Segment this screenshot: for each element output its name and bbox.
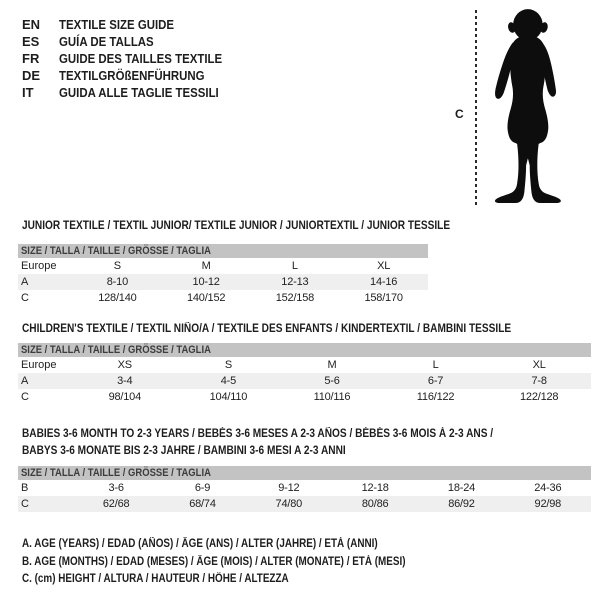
size-table-children — [18, 321, 591, 403]
size-cell: 116/122 — [416, 391, 455, 403]
row-label: B — [21, 482, 29, 494]
size-cell: 98/104 — [108, 391, 142, 403]
size-cell: 6-9 — [194, 482, 211, 494]
size-cell: 9-12 — [278, 482, 300, 494]
height-marker-label: C — [455, 107, 464, 121]
legend-text: TEXTILGRÖßENFÜHRUNG — [59, 68, 205, 83]
size-cell: 4-5 — [220, 375, 237, 387]
table-title-line1: BABIES 3-6 MONTH TO 2-3 YEARS / BEBÉS 3-6 MESES A 2-3 AÑOS / BÉBÉS 3-6 MOIS À 2-3 ANS / — [22, 428, 494, 440]
legend-row — [22, 50, 244, 67]
size-header-bar: SIZE / TALLA / TAILLE / GRÖSSE / TAGLIA — [18, 466, 591, 480]
legend-row — [22, 84, 244, 101]
size-cell: 12-18 — [361, 482, 389, 494]
size-cell: XL — [532, 359, 546, 371]
size-cell: 24-36 — [534, 482, 562, 494]
legend-row — [22, 16, 244, 33]
size-cell: 10-12 — [192, 276, 220, 288]
legend-row — [22, 33, 244, 50]
size-cell: 140/152 — [186, 292, 226, 304]
table-title: JUNIOR TEXTILE / TEXTIL JUNIOR/ TEXTILE JUNIOR / JUNIORTEXTIL / JUNIOR TESSILE — [22, 220, 451, 232]
size-cell: L — [432, 359, 439, 371]
table-row — [18, 373, 591, 389]
size-cell: 3-6 — [108, 482, 124, 494]
size-cell: XL — [377, 260, 391, 272]
size-cell: 6-7 — [427, 375, 444, 387]
row-label: Europe — [21, 359, 57, 371]
size-cell: 86/92 — [448, 498, 475, 510]
row-label: C — [21, 292, 29, 304]
language-code: EN — [22, 17, 41, 32]
baby-silhouette-icon — [481, 6, 573, 212]
height-dashed-line — [475, 10, 477, 207]
legend-text: TEXTILE SIZE GUIDE — [59, 17, 175, 32]
size-cell: 68/74 — [189, 498, 216, 510]
row-label: A — [21, 375, 29, 387]
size-cell: 12-13 — [281, 276, 309, 288]
size-cell: 92/98 — [534, 498, 562, 510]
size-cell: 3-4 — [117, 375, 133, 387]
size-cell: 14-16 — [370, 276, 398, 288]
legend-text: GUIDE DES TAILLES TEXTILE — [59, 51, 223, 66]
legend-row — [22, 67, 244, 84]
language-code: DE — [22, 68, 41, 83]
size-cell: 5-6 — [324, 375, 340, 387]
size-cell: XS — [117, 359, 132, 371]
footnote: B. AGE (MONTHS) / EDAD (MESES) / ÂGE (MOIS) / ALTER (MONATE) / ETÀ (MESI) — [22, 555, 406, 568]
table-title-line2: BABYS 3-6 MONATE BIS 2-3 JAHRE / BAMBINI 3-6 MESI A 2-3 ANNI — [22, 445, 346, 457]
row-label: C — [21, 498, 29, 510]
size-cell: 104/110 — [209, 391, 248, 403]
table-title: CHILDREN'S TEXTILE / TEXTIL NIÑO/A / TEXTILE DES ENFANTS / KINDERTEXTIL / BAMBINI TESSILE — [22, 323, 512, 335]
size-header-bar: SIZE / TALLA / TAILLE / GRÖSSE / TAGLIA — [18, 343, 591, 357]
size-cell: 74/80 — [275, 498, 303, 510]
language-code: ES — [22, 34, 40, 49]
table-row — [18, 290, 428, 306]
size-cell: 62/68 — [102, 498, 130, 510]
size-cell: 122/128 — [519, 391, 559, 403]
size-table-babies — [18, 426, 591, 510]
table-row — [18, 480, 591, 496]
table-row — [18, 357, 591, 373]
size-cell: 18-24 — [447, 482, 476, 494]
size-cell: 80/86 — [361, 498, 389, 510]
size-cell: 110/116 — [313, 391, 351, 403]
size-cell: 8-10 — [106, 276, 128, 288]
size-cell: M — [201, 260, 211, 272]
size-cell: 128/140 — [98, 292, 137, 304]
size-cell: 158/170 — [364, 292, 403, 304]
size-cell: M — [327, 359, 337, 371]
size-header-bar: SIZE / TALLA / TAILLE / GRÖSSE / TAGLIA — [18, 244, 428, 258]
size-cell: 152/158 — [275, 292, 315, 304]
language-legend — [22, 16, 244, 101]
legend-text: GUÍA DE TALLAS — [59, 34, 154, 49]
table-row — [18, 258, 428, 274]
language-code: IT — [22, 85, 34, 100]
size-cell: 7-8 — [531, 375, 547, 387]
size-cell: S — [113, 260, 121, 272]
row-label: A — [21, 276, 29, 288]
size-table-junior — [18, 218, 451, 304]
row-label: Europe — [21, 260, 57, 272]
footnote: A. AGE (YEARS) / EDAD (AÑOS) / ÂGE (ANS) / ALTER (JAHRE) / ETÀ (ANNI) — [22, 538, 378, 550]
legend-text: GUIDA ALLE TAGLIE TESSILI — [59, 85, 219, 100]
language-code: FR — [22, 51, 40, 66]
size-cell: S — [224, 359, 232, 371]
size-cell: L — [291, 260, 298, 272]
table-row — [18, 496, 591, 512]
footnotes — [22, 536, 468, 589]
table-row — [18, 274, 428, 290]
footnote: C. (cm) HEIGHT / ALTURA / HAUTEUR / HÖHE / ALTEZZA — [22, 573, 289, 585]
table-row — [18, 389, 591, 405]
row-label: C — [21, 391, 29, 403]
